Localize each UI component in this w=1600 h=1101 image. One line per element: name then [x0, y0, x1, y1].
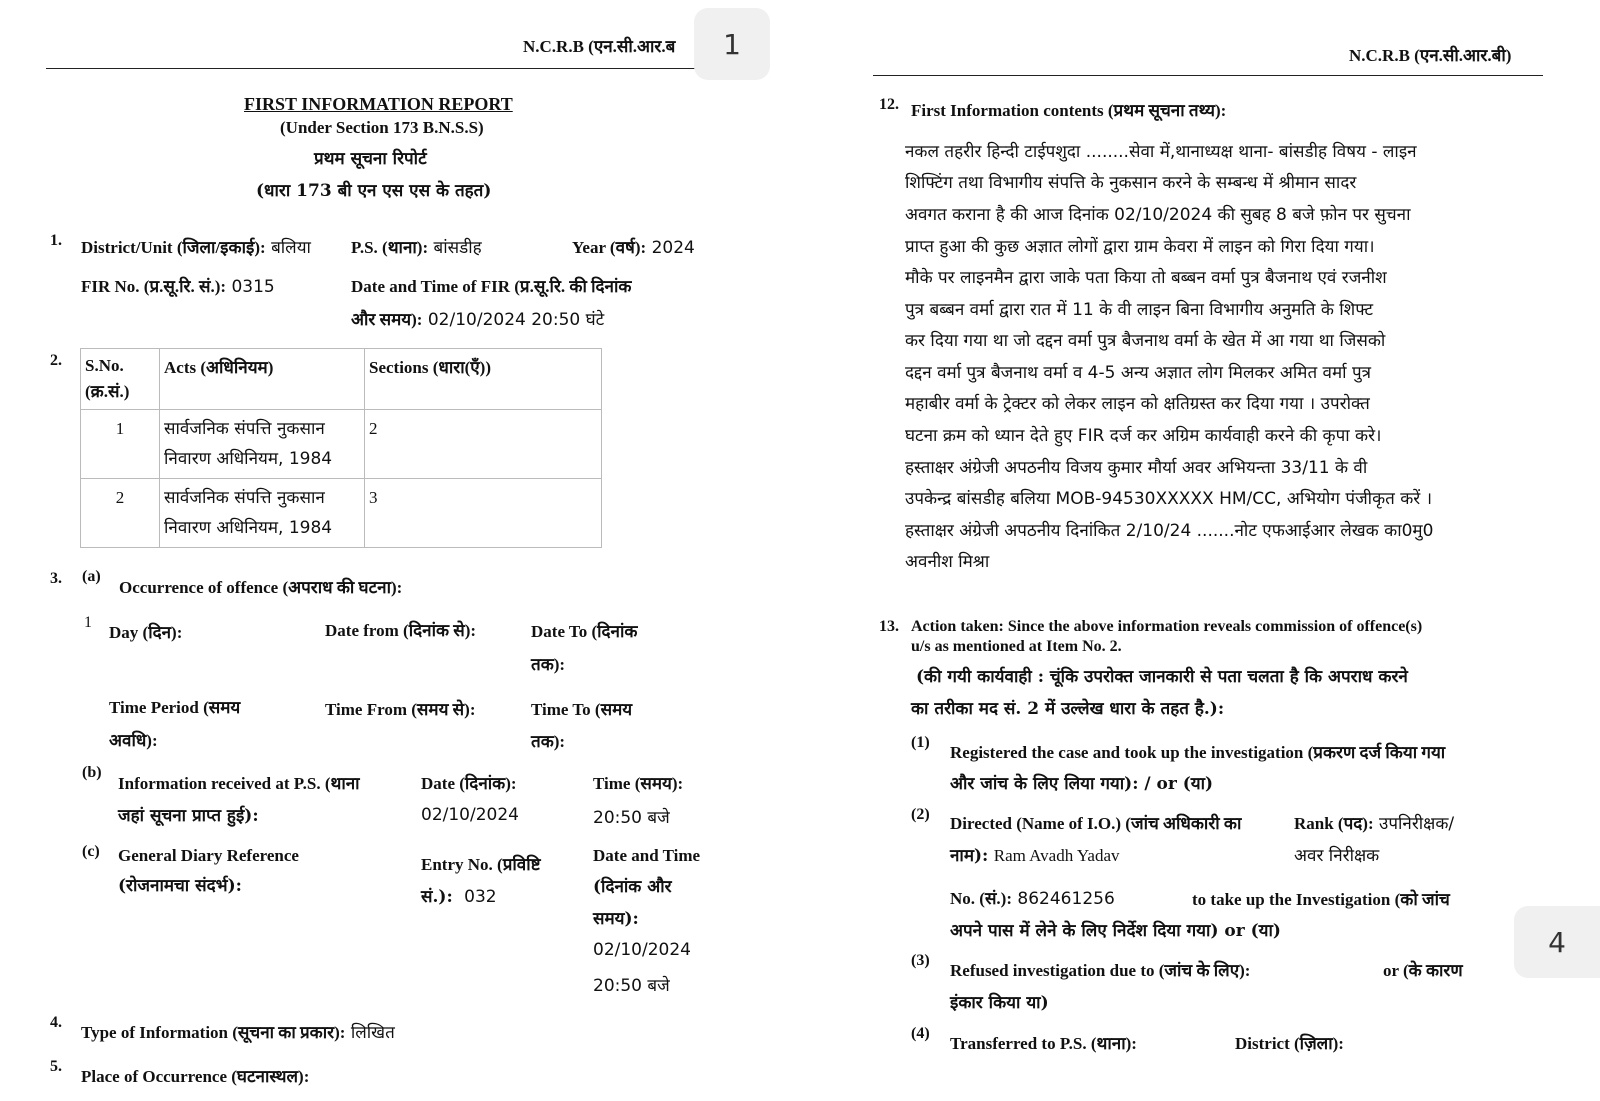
time-period-label: Time Period (समय: [109, 698, 241, 717]
district-field: [81, 235, 311, 258]
registered-case-label-2: और जांच के लिए लिया गया): / or (या): [950, 774, 1214, 794]
sno-header: [81, 349, 160, 410]
gd-reference-label: General Diary Reference: [118, 846, 299, 865]
year-label: Year (वर्ष):: [572, 238, 647, 257]
row-act-line-1: सार्वजनिक संपत्ति नुकसान: [164, 419, 325, 439]
rank-value-2: अवर निरीक्षक: [1294, 846, 1380, 866]
refused-investigation-label-2: इंकार किया या): [950, 993, 1049, 1013]
entry-no-value: 032: [464, 887, 497, 907]
fir-content-line: प्राप्त हुआ की कुछ अज्ञात लोगों द्वारा ग्राम केवरा में लाइन को गिरा दिया गया।: [905, 237, 1375, 257]
ps-value: बांसडीह: [433, 238, 482, 258]
takeup-label: to take up the Investigation (को जांच: [1192, 890, 1450, 909]
section-3b-label: (b): [82, 764, 102, 781]
info-type-value: लिखित: [350, 1023, 395, 1043]
item-4-number: (4): [911, 1025, 930, 1042]
section-1-number: 1.: [50, 232, 62, 249]
row-act: [160, 410, 365, 479]
fir-content-line: अवगत कराना है की आज दिनांक 02/10/2024 की सुबह 8 बजे फ़ोन पर सुचना: [905, 205, 1411, 225]
date-to-label-2: तक):: [531, 655, 566, 674]
district-label: District/Unit (जिला/इकाई):: [81, 238, 266, 257]
section-4-number: 4.: [50, 1014, 62, 1031]
fir-content-line: अवनीश मिश्रा: [905, 552, 990, 572]
right-header-rule: [873, 75, 1543, 76]
gd-time-value: 20:50 बजे: [593, 976, 670, 996]
first-info-contents-label: First Information contents (प्रथम सूचना तथ्य):: [911, 101, 1227, 120]
registered-case-label: Registered the case and took up the investigation (प्रकरण दर्ज किया गया: [950, 743, 1446, 762]
section-13-number: 13.: [879, 618, 899, 635]
gd-datetime-label: Date and Time: [593, 846, 701, 865]
table-row: [81, 479, 602, 548]
fir-datetime-label: Date and Time of FIR (प्र.सू.रि. की दिनांक: [351, 277, 632, 296]
refused-or-label: or (के कारण: [1383, 961, 1463, 980]
info-received-label-2: जहां सूचना प्राप्त हुई):: [118, 806, 259, 826]
section-5-number: 5.: [50, 1058, 62, 1075]
fir-content-line: कर दिया गया था जो दद्दन वर्मा पुत्र बैजनाथ वर्मा के खेत में आ गया था जिसको: [905, 331, 1386, 351]
row-act-line-1: सार्वजनिक संपत्ति नुकसान: [164, 488, 325, 508]
entry-no-field: [421, 884, 497, 907]
occurrence-label: Occurrence of offence (अपराध की घटना):: [119, 578, 403, 597]
day-label: Day (दिन):: [109, 623, 183, 642]
info-received-label: Information received at P.S. (थाना: [118, 774, 360, 793]
report-title-hindi: प्रथम सूचना रिपोर्ट: [314, 149, 427, 169]
row-section: 3: [365, 479, 602, 548]
row-section: 2: [365, 410, 602, 479]
acts-table: [80, 348, 602, 548]
fir-number-value: 0315: [231, 277, 275, 297]
row-act: [160, 479, 365, 548]
info-date-label: Date (दिनांक):: [421, 774, 517, 793]
time-to-label: Time To (समय: [531, 700, 633, 719]
item-3-number: (3): [911, 952, 930, 969]
year-value: 2024: [651, 238, 695, 258]
fir-content-line: हस्ताक्षर अंग्रेजी अपठनीय विजय कुमार मौर्या अवर अभियन्ता 33/11 के वी: [905, 458, 1368, 478]
report-title: FIRST INFORMATION REPORT: [244, 94, 513, 114]
action-taken-label: Action taken: Since the above information reveals commission of offence(s): [911, 618, 1423, 635]
io-name-field: [950, 843, 1120, 866]
rank-label: Rank (पद):: [1294, 814, 1374, 833]
refused-investigation-label: Refused investigation due to (जांच के लिए):: [950, 961, 1251, 980]
section-12-number: 12.: [879, 96, 899, 113]
occurrence-row-number: 1: [84, 614, 92, 631]
fir-content-line: मौके पर लाइनमैन द्वारा जाके पता किया तो बब्बन वर्मा पुत्र बैजनाथ एवं रजनीश: [905, 268, 1387, 288]
io-number-label: No. (सं.):: [950, 889, 1013, 908]
row-sno: 2: [81, 479, 160, 548]
fir-content-line: हस्ताक्षर अंग्रेजी अपठनीय दिनांकित 2/10/24 .......नोट एफआईआर लेखक का0मु0: [905, 521, 1434, 541]
action-taken-hindi: (की गयी कार्यवाही : चूंकि उपरोक्त जानकारी से पता चलता है कि अपराध करने: [916, 667, 1408, 687]
info-time-value: 20:50 बजे: [593, 808, 670, 828]
table-row: [81, 410, 602, 479]
sections-header: Sections (धारा(एँ)): [365, 349, 602, 410]
ps-label: P.S. (थाना):: [351, 238, 429, 257]
info-date-value: 02/10/2024: [421, 805, 519, 825]
item-1-number: (1): [911, 734, 930, 751]
gd-datetime-label-3: समय):: [593, 909, 639, 929]
time-period-label-2: अवधि):: [109, 731, 158, 750]
fir-content-line: उपकेन्द्र बांसडीह बलिया MOB-94530XXXXX HM/CC, अभियोग पंजीकृत करें ।: [905, 489, 1433, 509]
fir-datetime-label-2: और समय):: [351, 310, 423, 329]
transferred-ps-label: Transferred to P.S. (थाना):: [950, 1034, 1137, 1053]
report-subtitle-hindi: (धारा 173 बी एन एस एस के तहत): [256, 181, 492, 201]
item-2-number: (2): [911, 806, 930, 823]
row-act-line-2: निवारण अधिनियम, 1984: [164, 449, 333, 469]
fir-content-line: शिफ्टिंग तथा विभागीय संपत्ति के नुकसान करने के सम्बन्ध में श्रीमान सादर: [905, 173, 1357, 193]
fir-number-label: FIR No. (प्र.सू.रि. सं.):: [81, 277, 227, 296]
place-of-occurrence-label: Place of Occurrence (घटनास्थल):: [81, 1067, 310, 1086]
page-number-badge-right: 4: [1514, 906, 1600, 978]
section-3a-label: (a): [82, 568, 101, 585]
time-from-label: Time From (समय से):: [325, 700, 476, 719]
info-time-label: Time (समय):: [593, 774, 684, 793]
fir-datetime-value: 02/10/2024 20:50 घंटे: [427, 310, 605, 330]
io-number-field: [950, 886, 1115, 909]
year-field: [572, 235, 695, 258]
directed-io-label: Directed (Name of I.O.) (जांच अधिकारी का: [950, 814, 1242, 833]
fir-datetime-field: [351, 307, 604, 330]
info-type-field: [81, 1020, 395, 1043]
ps-field: [351, 235, 482, 258]
date-to-label: Date To (दिनांक: [531, 622, 638, 641]
district-value: बलिया: [271, 238, 311, 258]
io-name-value: Ram Avadh Yadav: [993, 846, 1120, 865]
left-header: N.C.R.B (एन.सी.आर.ब: [523, 37, 676, 56]
fir-content-line: दद्दन वर्मा पुत्र बैजनाथ वर्मा व 4-5 अन्य अज्ञात लोग मिलकर अमित वर्मा पुत्र: [905, 363, 1372, 383]
gd-date-value: 02/10/2024: [593, 940, 691, 960]
acts-header: Acts (अधिनियम): [160, 349, 365, 410]
gd-datetime-label-2: (दिनांक और: [593, 877, 672, 897]
sno-header-en: S.No.: [85, 356, 124, 375]
right-header: N.C.R.B (एन.सी.आर.बी): [1349, 46, 1512, 65]
section-2-number: 2.: [50, 352, 62, 369]
left-header-rule: [46, 68, 696, 69]
fir-content-line: घटना क्रम को ध्यान देते हुए FIR दर्ज कर अग्रिम कार्यवाही करने की कृपा करे।: [905, 426, 1382, 446]
row-act-line-2: निवारण अधिनियम, 1984: [164, 518, 333, 538]
sno-header-hi: (क्र.सं.): [85, 382, 130, 401]
fir-content-line: महाबीर वर्मा के ट्रेक्टर को लेकर लाइन को क्षतिग्रस्त कर दिया गया । उपरोक्त: [905, 394, 1370, 414]
rank-field: [1294, 811, 1454, 834]
date-from-label: Date from (दिनांक से):: [325, 621, 477, 640]
entry-no-label-2: सं.):: [421, 887, 453, 907]
fir-content-line: नकल तहरीर हिन्दी टाईपशुदा ........सेवा में,थानाध्यक्ष थाना- बांसडीह विषय - लाइन: [905, 142, 1417, 162]
section-3-number: 3.: [50, 570, 62, 587]
takeup-label-2: अपने पास में लेने के लिए निर्देश दिया गया) or (या): [950, 921, 1281, 941]
io-name-label: नाम):: [950, 846, 989, 866]
section-3c-label: (c): [82, 843, 100, 860]
row-sno: 1: [81, 410, 160, 479]
fir-content-line: पुत्र बब्बन वर्मा द्वारा रात में 11 के वी लाइन बिना विभागीय अनुमति के शिफ्ट: [905, 300, 1374, 320]
acts-table-header: [81, 349, 602, 410]
action-taken-hindi-2: का तरीका मद सं. 2 में उल्लेख धारा के तहत है.):: [911, 699, 1225, 719]
rank-value: उपनिरीक्षक/: [1379, 814, 1455, 834]
io-number-value: 862461256: [1017, 889, 1115, 909]
gd-reference-label-2: (रोजनामचा संदर्भ):: [118, 876, 242, 896]
entry-no-label: Entry No. (प्रविष्टि: [421, 855, 541, 874]
report-subtitle: (Under Section 173 B.N.S.S): [280, 118, 484, 137]
page-number-badge-left: 1: [694, 8, 770, 80]
transferred-district-label: District (ज़िला):: [1235, 1034, 1344, 1053]
action-taken-label-2: u/s as mentioned at Item No. 2.: [911, 638, 1122, 655]
fir-number-field: [81, 274, 275, 297]
time-to-label-2: तक):: [531, 732, 566, 751]
info-type-label: Type of Information (सूचना का प्रकार):: [81, 1023, 346, 1042]
